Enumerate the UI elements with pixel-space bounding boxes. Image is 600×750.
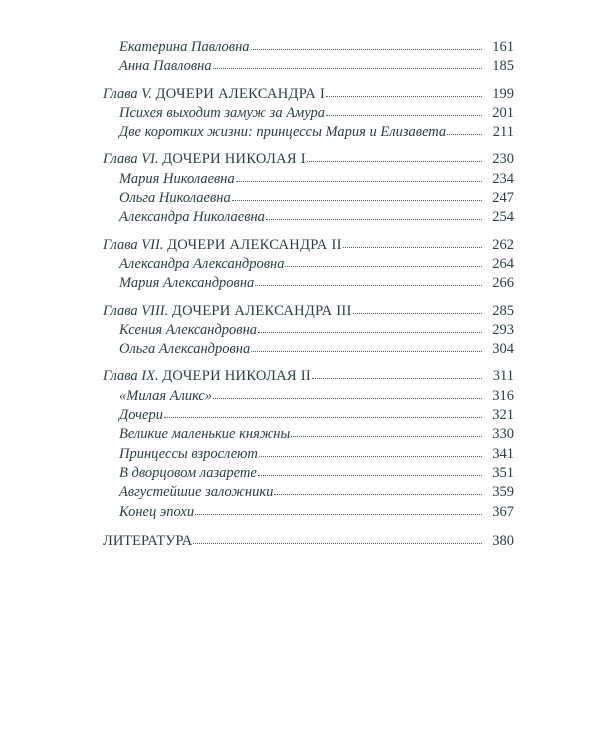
toc-sub-entry — [103, 274, 514, 293]
toc-entry-title: Конец эпохи — [119, 503, 195, 520]
dot-leader — [259, 456, 482, 457]
dot-leader — [193, 543, 482, 544]
page-number: 321 — [492, 407, 514, 424]
page-number: 311 — [492, 368, 514, 385]
dot-leader — [251, 351, 482, 352]
dot-leader — [307, 161, 482, 162]
chapter-title: ДОЧЕРИ НИКОЛАЯ I — [162, 151, 306, 168]
dot-leader — [195, 514, 482, 515]
dot-leader — [164, 417, 482, 418]
chapter-title: ДОЧЕРИ НИКОЛАЯ II — [162, 368, 312, 385]
toc-entry-title: Екатерина Павловна — [119, 39, 250, 55]
page-number: 316 — [492, 387, 514, 404]
toc-entry-title — [103, 367, 311, 386]
toc-entry-title: Дочери — [119, 407, 163, 424]
toc-sub-entry — [103, 189, 514, 208]
toc-chapter-entry — [103, 236, 514, 255]
toc-entry-title: Анна Павловна — [119, 58, 212, 75]
toc-entry-title: ЛИТЕРАТУРА — [103, 532, 193, 549]
page-number: 380 — [492, 532, 514, 549]
toc-chapter-entry — [103, 85, 514, 104]
dot-leader — [343, 247, 482, 248]
chapter-title: ДОЧЕРИ АЛЕКСАНДРА II — [167, 236, 342, 253]
dot-leader — [353, 313, 482, 314]
toc-entry-title: Мария Николаевна — [119, 170, 235, 187]
toc-entry-title: Ольга Николаевна — [119, 190, 231, 207]
page-number: 234 — [492, 170, 514, 187]
dot-leader — [326, 115, 482, 116]
toc-sub-entry — [103, 170, 514, 189]
toc-chapter-entry — [103, 367, 514, 386]
toc-literature-entry — [103, 532, 514, 551]
page-number: 359 — [492, 484, 514, 501]
dot-leader — [251, 49, 482, 50]
chapter-number: Глава VII. — [103, 236, 164, 253]
page-number: 230 — [492, 151, 514, 168]
dot-leader — [326, 96, 482, 97]
page-number: 211 — [492, 124, 514, 141]
page-number: 367 — [492, 503, 514, 520]
dot-leader — [266, 219, 482, 220]
toc-entry-title: Принцессы взрослеют — [119, 445, 258, 462]
page-number: 254 — [492, 209, 514, 226]
toc-entry-title: Августейшие заложники — [119, 484, 274, 501]
toc-sub-entry — [103, 38, 514, 57]
toc-entry-title — [103, 85, 325, 104]
dot-leader — [258, 332, 482, 333]
toc-sub-entry — [103, 57, 514, 76]
page-number: 341 — [492, 445, 514, 462]
toc-entry-title — [103, 236, 342, 255]
toc-sub-entry — [103, 445, 514, 464]
dot-leader — [213, 398, 482, 399]
page-number: 201 — [492, 104, 514, 121]
page-number: 161 — [492, 39, 514, 55]
chapter-number: Глава VIII. — [103, 302, 169, 319]
page-number: 247 — [492, 190, 514, 207]
chapter-number: Глава VI. — [103, 151, 159, 168]
page-number: 330 — [492, 426, 514, 443]
chapter-number: Глава IX. — [103, 368, 159, 385]
toc-sub-entry — [103, 464, 514, 483]
dot-leader — [213, 68, 482, 69]
toc-chapter-entry — [103, 150, 514, 169]
toc-entry-title: Ольга Александровна — [119, 341, 251, 358]
toc-sub-entry — [103, 255, 514, 274]
toc-entry-title: Александра Николаевна — [119, 209, 265, 226]
toc-sub-entry — [103, 208, 514, 227]
chapter-number: Глава V. — [103, 85, 152, 102]
toc-sub-entry — [103, 104, 514, 123]
toc-sub-entry — [103, 425, 514, 444]
page-number: 285 — [492, 302, 514, 319]
toc-entry-title: Психея выходит замуж за Амура — [119, 104, 326, 121]
chapter-title: ДОЧЕРИ АЛЕКСАНДРА III — [171, 302, 352, 319]
toc-sub-entry — [103, 483, 514, 502]
dot-leader — [447, 134, 482, 135]
dot-leader — [258, 475, 482, 476]
toc-entry-title: Мария Александровна — [119, 275, 255, 292]
dot-leader — [285, 266, 482, 267]
page-number: 293 — [492, 321, 514, 338]
dot-leader — [274, 494, 482, 495]
dot-leader — [236, 181, 482, 182]
toc-entry-title — [103, 302, 352, 321]
dot-leader — [232, 200, 482, 201]
page-number: 266 — [492, 275, 514, 292]
toc-entry-title: Александра Александровна — [119, 255, 285, 272]
toc-entry-title: «Милая Аликс» — [119, 387, 213, 404]
page-number: 262 — [492, 236, 514, 253]
page-number: 185 — [492, 58, 514, 75]
toc-entry-title: Ксения Александровна — [119, 321, 258, 338]
page-number: 351 — [492, 464, 514, 481]
toc-entry-title: Великие маленькие княжны — [119, 426, 291, 443]
page-number: 199 — [492, 85, 514, 102]
toc-sub-entry — [103, 406, 514, 425]
dot-leader — [255, 285, 482, 286]
page-number: 264 — [492, 255, 514, 272]
dot-leader — [312, 378, 482, 379]
dot-leader — [291, 436, 482, 437]
toc-sub-entry — [103, 340, 514, 359]
toc-chapter-entry — [103, 302, 514, 321]
toc-sub-entry — [103, 123, 514, 142]
toc-sub-entry — [103, 321, 514, 340]
table-of-contents — [103, 38, 514, 551]
chapter-title: ДОЧЕРИ АЛЕКСАНДРА I — [155, 85, 326, 102]
toc-entry-title — [103, 150, 306, 169]
toc-entry-title: Две коротких жизни: принцессы Мария и Елизавета — [119, 124, 447, 141]
toc-entry-title: В дворцовом лазарете — [119, 464, 257, 481]
page-number: 304 — [492, 341, 514, 358]
toc-sub-entry — [103, 387, 514, 406]
toc-sub-entry — [103, 503, 514, 522]
